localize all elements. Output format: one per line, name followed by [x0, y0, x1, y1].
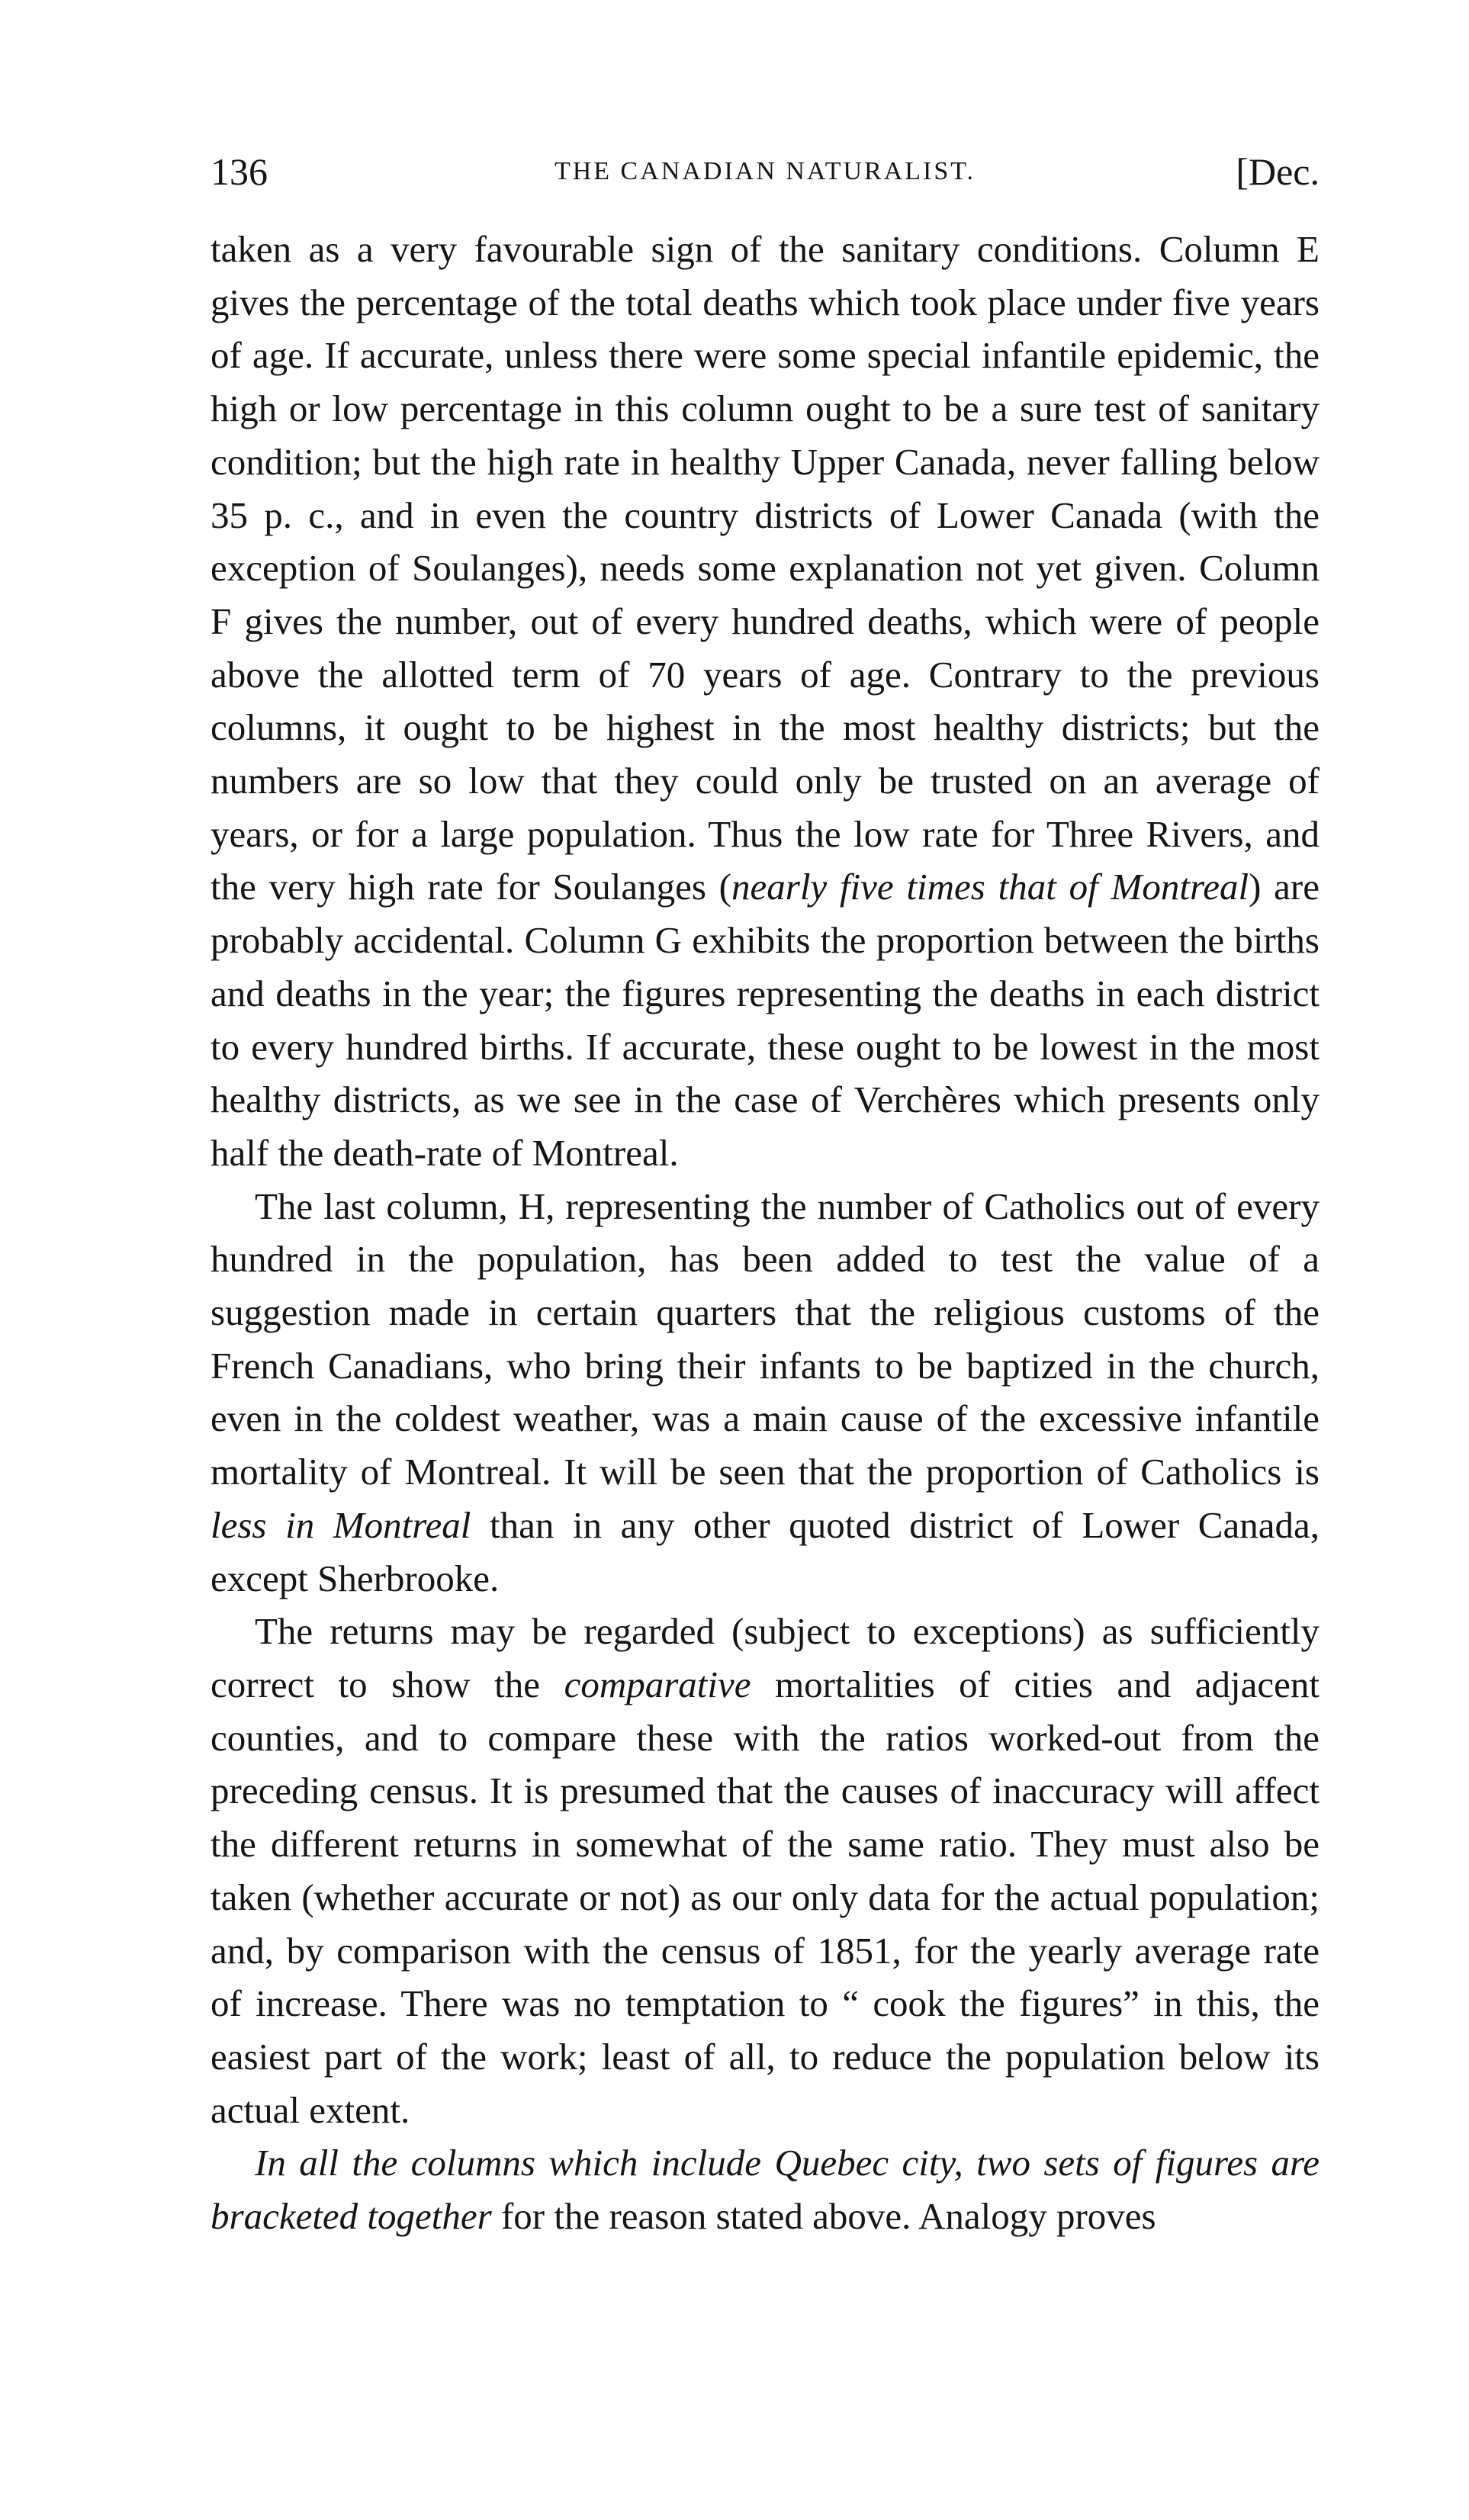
paragraph-columns-e-f-g: [211, 223, 1320, 1180]
italic-phrase: comparative: [564, 1663, 751, 1705]
paragraph-text: taken as a very favourable sign of the sanitary conditions. Column E gives the percentage of the total deaths which took place under five years of age. If accurate, unless there were some special infantile epidemic, the high or low percentage in this column ought to be a sure test of sanitary condition; but the high rate in healthy Upper Canada, never falling below 35 p. c., and in even the country districts of Lower Canada (with the exception of Soulanges), needs some explanation not yet given. Column F gives the number, out of every hundred deaths, which were of people above the allotted term of 70 years of age. Contrary to the previous columns, it ought to be highest in the most healthy districts; but the numbers are so low that they could only be trusted on an average of years, or for a large population. Thus the low rate for Three Rivers, and the very high rate for Soulanges (: [211, 228, 1320, 908]
italic-phrase: nearly five times that of Montreal: [731, 866, 1249, 908]
paragraph-quebec-brackets: [211, 2136, 1320, 2242]
paragraph-text: The returns may be regarded (subject to exceptions) as sufficiently correct to show the: [211, 1610, 1320, 1705]
journal-title: THE CANADIAN NATURALIST.: [554, 157, 976, 185]
article-body: [211, 223, 1320, 2243]
paragraph-text: for the reason stated above. Analogy proves: [491, 2195, 1156, 2238]
running-head: [211, 145, 1320, 198]
paragraph-column-h: [211, 1180, 1320, 1606]
paragraph-text: than in any other quoted district of Lower Canada, except Sherbrooke.: [211, 1503, 1320, 1599]
italic-phrase: In all the columns which include Quebec city, two sets of figures are bracketed together: [211, 2142, 1320, 2238]
paragraph-returns: [211, 1605, 1320, 2136]
paragraph-text: The last column, H, representing the number of Catholics out of every hundred in the population, has been added to test the value of a suggestion made in certain quarters that the religious customs of the French Canadians, who bring their infants to be baptized in the church, even in the coldest weather, was a main cause of the excessive infantile mortality of Montreal. It will be seen that the proportion of Catholics is: [211, 1184, 1320, 1493]
paragraph-text: mortalities of cities and adjacent counties, and to compare these with the ratios worked-out from the preceding census. It is presumed that the causes of inaccuracy will affect the different returns in somewhat of the same ratio. They must also be taken (whether accurate or not) as our only data for the actual population; and, by comparison with the census of 1851, for the yearly average rate of increase. There was no temptation to “ cook the figures” in this, the easiest part of the work; least of all, to reduce the population below its actual extent.: [211, 1663, 1320, 2131]
issue-month: [Dec.: [1236, 150, 1320, 193]
italic-phrase: less in Montreal: [211, 1503, 471, 1546]
page-number: 136: [211, 150, 268, 193]
paragraph-text: ) are probably accidental. Column G exhibits the proportion between the births and deaths in the year; the figures representing the deaths in each district to every hundred births. If accurate, these ought to be lowest in the most healthy districts, as we see in the case of Verchères which presents only half the death-rate of Montreal.: [211, 866, 1320, 1174]
